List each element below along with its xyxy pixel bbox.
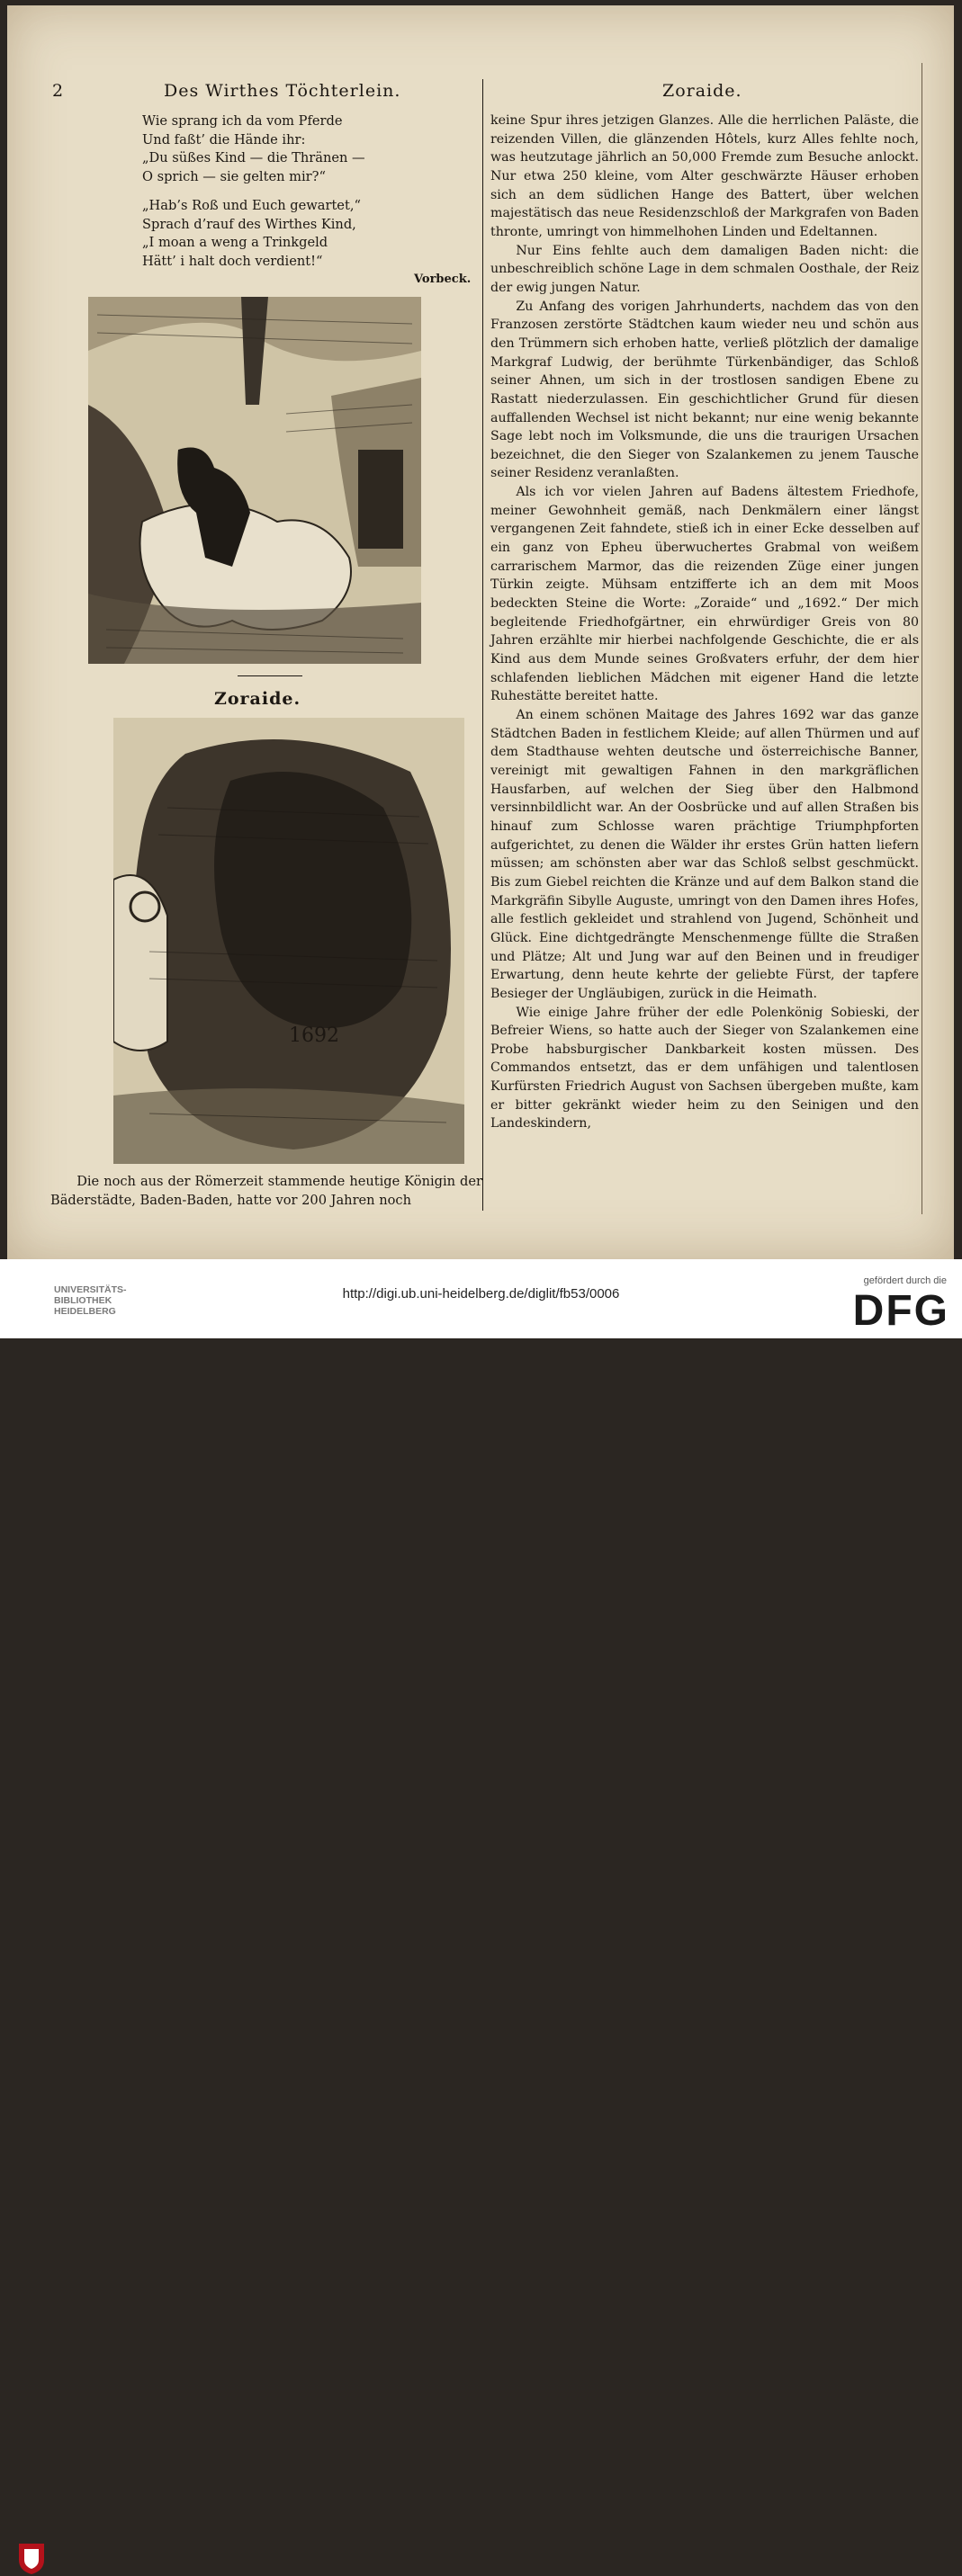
paragraph: keine Spur ihres jetzigen Glanzes. Alle die herrlichen Paläste, die reizenden Villen, die glänzenden Hôtels, kurz Alles fehlte noch, was heutzutage jährlich an 50,000 Fremde zum Besuche anlockt. Nur etwa 250 kleine, vom Alter geschwärzte Häuser erhoben sich an dem südlichen Hange des Battert, über welchen majestätisch das neue Residenzschloß der Markgrafen von Baden thronte, umringt von himmelhohen Linden und Edeltannen. bbox=[490, 113, 919, 239]
library-line: HEIDELBERG bbox=[54, 1306, 116, 1317]
paragraph: Als ich vor vielen Jahren auf Badens ältestem Friedhofe, meiner Gewohnheit gemäß, nach Denkmälern einer längst vergangenen Zeit fahndete, stieß ich in einer Ecke desselben auf ein ganz von Epheu überwuchertes Grabmal von weißem carrarischem Marmor, das die reizenden Züge einer jungen Türkin zeigte. Mühsam entzifferte ich an dem mit Moos bedeckten Steine die Worte: „Zoraide“ und „1692.“ Der mich begleitende Friedhofgärtner, ein ehrwürdiger Greis von 80 Jahren erzählte mir hierbei nachfolgende Geschichte, die er als Kind aus dem Munde seines Großvaters erfuhr, der dem hier schlafenden lieblichen Mädchen mit eigener Hand die letzte Ruhestätte bereitet hatte. bbox=[490, 485, 919, 704]
poem-stanza-2 bbox=[142, 197, 365, 271]
paragraph: An einem schönen Maitage des Jahres 1692 war das ganze Städtchen Baden in festlichem Kleide; auf allen Thürmen und auf dem Stadthause wehten deutsche und österreichische Banner, vereinigt mit gewaltigen Fahnen in den markgräflichen Hausfarben, auf welchen der Sieg über den Halbmond versinnbildlicht war. An der Oosbrücke und auf allen Straßen bis hinauf zum Schlosse waren prächtige Triumphpforten aufgerichtet, zu denen die Wälder ihr erstes Grün hatten liefern müssen; am schönsten aber war das Schloß selbst geschmückt. Bis zum Giebel reichten die Kränze und auf dem Balkon stand die Markgräfin Sibylle Auguste, umringt von den Damen ihres Hofes, alle festlich gekleidet und strahlend von Jugend, Schönheit und Glück. Eine dichtgedrängte Menschenmenge füllte die Straßen und Plätze; Alt und Jung war auf den Beinen und in freudiger Erwartung, denn heute kehrte der geliebte Fürst, der tapfere Besieger der Ungläubigen, zurück in die Heimath. bbox=[490, 708, 919, 1001]
paragraph: Die noch aus der Römerzeit stammende heutige Königin der Bäderstädte, Baden-Baden, hatte vor 200 Jahren noch bbox=[50, 1174, 482, 1208]
poem-line: „Hab’s Roß und Euch gewartet,“ bbox=[142, 198, 361, 213]
column-rule bbox=[482, 79, 483, 1211]
poem-line: Sprach d’rauf des Wirthes Kind, bbox=[142, 216, 356, 232]
title-rule bbox=[238, 675, 302, 676]
grave-illustration bbox=[113, 718, 464, 1164]
dfg-logo: DFG bbox=[852, 1287, 949, 1335]
page-number: 2 bbox=[52, 81, 65, 101]
library-line: UNIVERSITÄTS- bbox=[54, 1284, 127, 1295]
poem-author: Vorbeck. bbox=[414, 273, 472, 286]
poem-line: Wie sprang ich da vom Pferde bbox=[142, 113, 343, 129]
poem-line: O sprich — sie gelten mir?“ bbox=[142, 168, 326, 184]
grave-engraving-image bbox=[113, 718, 464, 1164]
left-column-text bbox=[50, 1173, 482, 1210]
right-column-text bbox=[490, 112, 919, 1133]
grave-year-inscription: 1692 bbox=[289, 1024, 339, 1047]
funding-note: gefördert durch die bbox=[863, 1275, 947, 1286]
university-seal-icon bbox=[15, 2542, 48, 2576]
poem-line: „Du süßes Kind — die Thränen — bbox=[142, 150, 365, 165]
paragraph: Nur Eins fehlte auch dem damaligen Baden nicht: die unbeschreiblich schöne Lage in dem schmalen Oosthale, der Reiz der ewig jungen Natur. bbox=[490, 243, 919, 295]
right-running-header: Zoraide. bbox=[662, 81, 742, 101]
poem bbox=[142, 112, 365, 282]
left-running-header: Des Wirthes Töchterlein. bbox=[164, 81, 401, 101]
story-title: Zoraide. bbox=[214, 689, 301, 709]
poem-line: Hätt’ i halt doch verdient!“ bbox=[142, 253, 323, 269]
rider-illustration bbox=[88, 297, 421, 664]
rider-engraving-image bbox=[88, 297, 421, 664]
poem-stanza-1 bbox=[142, 112, 365, 186]
poem-line: Und faßt’ die Hände ihr: bbox=[142, 131, 306, 148]
scanned-page bbox=[7, 5, 954, 1259]
paragraph: Zu Anfang des vorigen Jahrhunderts, nachdem das von den Franzosen zerstörte Städtchen kaum wieder neu und schön aus den Trümmern sich erhoben hatte, verließ plötzlich der damalige Markgraf Ludwig, der berühmte Türkenbändiger, das Schloß seiner Ahnen, um sich in der trostlosen sandigen Ebene zu Rastatt niederzulassen. Ein geschichtlicher Grund für diesen auffallenden Wechsel ist nicht bekannt; nur eine wenig bekannte Sage lebt noch im Volksmunde, die uns die traurigen Ursachen bezeichnet, die den Sieger von Szalankemen zu jenem Tausche seiner Residenz veranlaßten. bbox=[490, 299, 919, 481]
poem-line: „I moan a weng a Trinkgeld bbox=[142, 235, 328, 250]
paragraph: Wie einige Jahre früher der edle Polenkönig Sobieski, der Befreier Wiens, so hatte auch der Sieger von Szalankemen eine Probe habsburgischer Dankbarkeit kosten müssen. Des Commandos entsetzt, das er dem unfähigen und talentlosen Kurfürsten Friedrich August von Sachsen übergeben mußte, kam er bitter gekränkt wieder heim zu den Seinigen und den Landeskindern, bbox=[490, 1005, 919, 1131]
library-line: BIBLIOTHEK bbox=[54, 1295, 112, 1306]
document-url-link[interactable]: http://digi.ub.uni-heidelberg.de/diglit/fb53/0006 bbox=[342, 1286, 620, 1301]
